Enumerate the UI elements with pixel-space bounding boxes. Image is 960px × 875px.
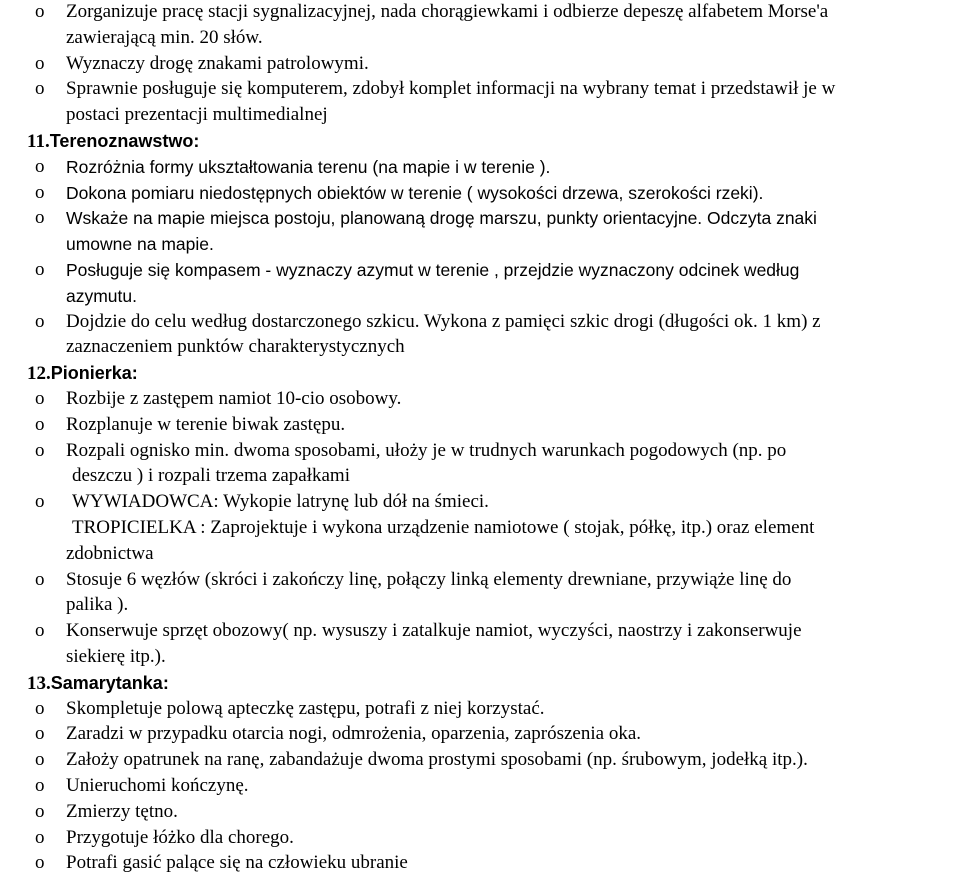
section-number: 12.: [27, 363, 51, 384]
list-item-text: Przygotuje łóżko dla chorego.: [66, 827, 294, 848]
list-item-text: Rozbije z zastępem namiot 10-cio osobowy.: [66, 388, 402, 409]
list-item-continuation: postaci prezentacji multimedialnej: [66, 104, 328, 125]
bullet-marker: o: [35, 801, 45, 822]
section-heading: [27, 129, 199, 153]
list-item-text: Dojdzie do celu według dostarczonego szkicu. Wykona z pamięci szkic drogi (długości ok. 1 km) z: [66, 311, 821, 332]
list-item-continuation: zawierającą min. 20 słów.: [66, 27, 263, 48]
section-heading: [27, 671, 169, 695]
bullet-marker: o: [35, 414, 45, 435]
bullet-marker: o: [35, 569, 45, 590]
list-item-continuation: palika ).: [66, 594, 129, 615]
section-title: Terenoznawstwo:: [49, 131, 200, 151]
list-item-text: WYWIADOWCA: Wykopie latrynę lub dół na śmieci.: [72, 491, 489, 512]
bullet-marker: o: [35, 440, 45, 461]
list-item-continuation: zdobnictwa: [66, 543, 154, 564]
list-item-text: Zorganizuje pracę stacji sygnalizacyjnej, nada chorągiewkami i odbierze depeszę alfabetem Morse'a: [66, 1, 829, 22]
list-item-text: Stosuje 6 węzłów (skróci i zakończy linę, połączy linką elementy drewniane, przywiąże linę do: [66, 569, 792, 590]
list-item-continuation: deszczu ) i rozpali trzema zapałkami: [72, 465, 350, 486]
bullet-marker: o: [35, 698, 45, 719]
list-item-text: Skompletuje polową apteczkę zastępu, potrafi z niej korzystać.: [66, 698, 545, 719]
bullet-marker: o: [35, 388, 45, 409]
list-item-text: Potrafi gasić palące się na człowieku ubranie: [66, 852, 408, 873]
bullet-marker: o: [35, 207, 45, 228]
list-item-continuation: azymutu.: [66, 286, 137, 306]
bullet-marker: o: [35, 852, 45, 873]
bullet-marker: o: [35, 749, 45, 770]
list-item-continuation: TROPICIELKA : Zaprojektuje i wykona urządzenie namiotowe ( stojak, półkę, itp.) oraz element: [72, 517, 815, 538]
bullet-marker: o: [35, 1, 45, 22]
list-item-text: Rozpali ognisko min. dwoma sposobami, ułoży je w trudnych warunkach pogodowych (np. po: [66, 440, 787, 461]
section-heading: [27, 361, 138, 385]
list-item-text: Unieruchomi kończynę.: [66, 775, 249, 796]
bullet-marker: o: [35, 53, 45, 74]
list-item-text: Rozróżnia formy ukształtowania terenu (na mapie i w terenie ).: [66, 157, 551, 177]
section-number: 13.: [27, 673, 51, 694]
list-item-text: Konserwuje sprzęt obozowy( np. wysuszy i zatalkuje namiot, wyczyści, naostrzy i zakonserwuje: [66, 620, 802, 641]
list-item-text: Wskaże na mapie miejsca postoju, planowaną drogę marszu, punkty orientacyjne. Odczyta znaki: [66, 208, 817, 228]
list-item-text: Dokona pomiaru niedostępnych obiektów w terenie ( wysokości drzewa, szerokości rzeki).: [66, 183, 764, 203]
list-item-text: Rozplanuje w terenie biwak zastępu.: [66, 414, 346, 435]
bullet-marker: o: [35, 491, 45, 512]
bullet-marker: o: [35, 620, 45, 641]
section-number: 11.: [27, 131, 50, 152]
section-title: Pionierka:: [50, 363, 138, 383]
bullet-marker: o: [35, 311, 45, 332]
list-item-text: Zmierzy tętno.: [66, 801, 178, 822]
list-item-continuation: umowne na mapie.: [66, 234, 214, 254]
list-item-text: Założy opatrunek na ranę, zabandażuje dwoma prostymi sposobami (np. śrubowym, jodełką itp.).: [66, 749, 808, 770]
list-item-continuation: siekierę itp.).: [66, 646, 166, 667]
bullet-marker: o: [35, 156, 45, 177]
list-item-text: Zaradzi w przypadku otarcia nogi, odmrożenia, oparzenia, zaprószenia oka.: [66, 723, 642, 744]
bullet-marker: o: [35, 775, 45, 796]
bullet-marker: o: [35, 78, 45, 99]
list-item-text: Sprawnie posługuje się komputerem, zdobył komplet informacji na wybrany temat i przedstawił je w: [66, 78, 836, 99]
bullet-marker: o: [35, 259, 45, 280]
list-item-text: Wyznaczy drogę znakami patrolowymi.: [66, 53, 369, 74]
bullet-marker: o: [35, 182, 45, 203]
bullet-marker: o: [35, 827, 45, 848]
bullet-marker: o: [35, 723, 45, 744]
section-title: Samarytanka:: [50, 673, 169, 693]
list-item-continuation: zaznaczeniem punktów charakterystycznych: [66, 336, 405, 357]
list-item-text: Posługuje się kompasem - wyznaczy azymut w terenie , przejdzie wyznaczony odcinek według: [66, 260, 800, 280]
